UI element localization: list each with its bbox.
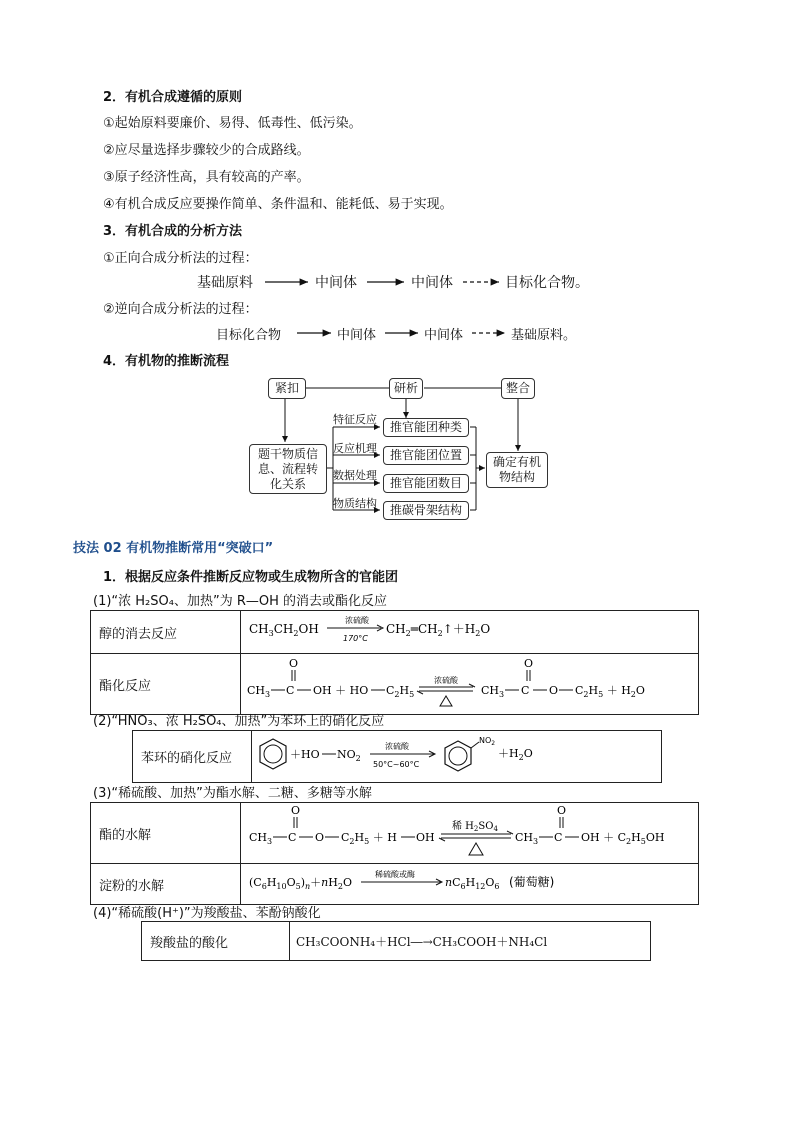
nitration-cond-bottom: 50°C~60°C (373, 760, 420, 769)
reverse-step-3: 中间体 (424, 328, 464, 343)
svg-text:C2H5: $C_2H_5$ (386, 684, 415, 699)
table-row (142, 922, 651, 961)
svg-text:O: O (315, 831, 325, 844)
table-row (91, 864, 699, 905)
flow-branch-label-3: 数据处理 (333, 469, 377, 482)
flow-node-carbon-skeleton: 推碳骨架结构 (383, 501, 469, 520)
table-acidification (141, 921, 651, 961)
table-row (133, 731, 662, 783)
ester-hydrolysis-equation (241, 803, 699, 864)
condition-3: (3)“稀硫酸、加热”为酯水解、二糖、多糖等水解 (93, 786, 372, 801)
svg-text:O: O (291, 804, 301, 817)
esterification-equation-drawing (241, 654, 696, 710)
svg-text:(C6H10O5)n＋nH2O: $(C_6H_{10}O_5)_n+nH_2O$ (249, 876, 352, 891)
svg-text:CH3: $CH_3$ (247, 684, 271, 699)
table-row (91, 803, 699, 864)
svg-text:C: C (288, 831, 297, 844)
svg-text:C: C (521, 684, 530, 697)
starch-cond: 稀硫酸或酶 (375, 870, 415, 879)
acidification-equation: CH₃COONH₄＋HCl―→CH₃COOH＋NH₄Cl (290, 922, 651, 961)
forward-arrows (0, 0, 794, 300)
alcohol-elimination-equation (241, 611, 699, 654)
alcohol-elimination-label: 醇的消去反应 (91, 611, 241, 654)
benzene-ring-icon (260, 739, 286, 769)
svg-text:CH3CH2OH: $CH_3CH_2OH$ (249, 622, 319, 638)
section2-item-2: ②应尽量选择步骤较少的合成路线。 (103, 143, 310, 158)
nitrobenzene-icon (445, 736, 495, 771)
nitration-cond-top: 浓硫酸 (385, 742, 409, 751)
svg-text:OH: OH (416, 831, 435, 844)
reverse-step-4: 基础原料。 (511, 328, 577, 343)
table-row (91, 611, 699, 654)
svg-text:CH3: $CH_3$ (249, 831, 273, 846)
table-nitration (132, 730, 662, 783)
nitration-equation (252, 731, 662, 783)
technique-heading: 技法 02 有机物推断常用“突破口” (73, 541, 274, 556)
esterification-equation (241, 654, 699, 715)
svg-text:O: O (289, 657, 299, 670)
svg-text:稀 H2SO4: 稀 $H_2SO_4$ (452, 821, 498, 833)
svg-text:O: O (524, 657, 534, 670)
flow-branch-label-2: 反应机理 (333, 442, 377, 455)
flow-node-yanxi: 研析 (389, 378, 423, 399)
svg-text:C2H5 ＋ H2O: $C_2H_5 + H_2O$ (575, 684, 645, 699)
elimination-equation-drawing (241, 611, 696, 649)
svg-text:OH ＋ C2H5OH: OH ＋ $C_2H_5OH$ (581, 831, 665, 846)
section2-item-4: ④有机合成反应要操作简单、条件温和、能耗低、易于实现。 (103, 197, 453, 212)
reverse-arrows (0, 300, 794, 350)
glucose-name: (葡萄糖) (509, 875, 555, 889)
flow-node-fg-type: 推官能团种类 (383, 418, 469, 437)
elim-cond-top: 浓硫酸 (345, 616, 369, 625)
condition-2: (2)“HNO₃、浓 H₂SO₄、加热”为苯环上的硝化反应 (93, 714, 385, 729)
svg-text:NO2: $NO_2$ (479, 736, 496, 747)
svg-text:CH3: $CH_3$ (515, 831, 539, 846)
svg-text:O: O (557, 804, 567, 817)
svg-text:CH3: $CH_3$ (481, 684, 505, 699)
section4-heading: 4．有机物的推断流程 (103, 354, 230, 369)
flow-branch-label-4: 物质结构 (333, 497, 377, 510)
flow-node-determine-structure: 确定有机物结构 (486, 452, 548, 488)
starch-hydrolysis-equation (241, 864, 699, 905)
forward-step-2: 中间体 (315, 275, 357, 291)
esterification-label: 酯化反应 (91, 654, 241, 715)
section3-heading: 3．有机合成的分析方法 (103, 224, 243, 239)
reverse-step-1: 目标化合物 (216, 328, 282, 343)
ester-cond-top: 浓硫酸 (434, 676, 458, 685)
svg-text:C2H5 ＋ H: $C_2H_5 + H$ (341, 831, 397, 846)
ester-hydrolysis-drawing (241, 803, 696, 859)
reverse-analysis-label: ②逆向合成分析法的过程： (103, 302, 258, 317)
elim-cond-bottom: 170°C (343, 634, 368, 643)
svg-text:O: O (549, 684, 559, 697)
flow-node-zhenghe: 整合 (501, 378, 535, 399)
starch-hydrolysis-drawing (241, 864, 696, 900)
flow-node-fg-position: 推官能团位置 (383, 446, 469, 465)
flow-node-jinkou: 紧扣 (268, 378, 306, 399)
flow-node-fg-count: 推官能团数目 (383, 474, 469, 493)
section2-heading: 2．有机合成遵循的原则 (103, 90, 243, 105)
table-row (91, 654, 699, 715)
condition-4: (4)“稀硫酸(H⁺)”为羧酸盐、苯酚钠酸化 (93, 906, 321, 921)
table-dehydration-esterification (90, 610, 699, 715)
svg-text:＋H2O: $+H_2O$ (498, 747, 533, 762)
condition-1: (1)“浓 H₂SO₄、加热”为 R—OH 的消去或酯化反应 (93, 594, 388, 609)
nitration-label: 苯环的硝化反应 (133, 731, 252, 783)
ester-hydrolysis-label: 酯的水解 (91, 803, 241, 864)
table-hydrolysis (90, 802, 699, 905)
svg-text:C: C (286, 684, 295, 697)
forward-analysis-label: ①正向合成分析法的过程： (103, 251, 258, 266)
acidification-label: 羧酸盐的酸化 (142, 922, 290, 961)
flow-branch-label-1: 特征反应 (333, 413, 377, 426)
flow-node-source-info: 题干物质信息、流程转化关系 (249, 444, 327, 494)
nitration-equation-drawing (252, 731, 660, 778)
forward-step-1: 基础原料 (197, 275, 253, 291)
svg-text:NO2: $NO_2$ (337, 748, 361, 763)
starch-hydrolysis-label: 淀粉的水解 (91, 864, 241, 905)
svg-text:＋HO: ＋HO (290, 748, 320, 761)
svg-text:OH ＋ HO: OH ＋ HO (313, 684, 369, 697)
svg-text:CH2═CH2↑＋H2O: $CH_2═CH_2↑+H_2O$ (386, 622, 491, 638)
forward-step-4: 目标化合物。 (505, 275, 589, 291)
section2-item-1: ①起始原料要廉价、易得、低毒性、低污染。 (103, 116, 362, 131)
forward-step-3: 中间体 (411, 275, 453, 291)
reverse-step-2: 中间体 (337, 328, 377, 343)
section2-item-3: ③原子经济性高，具有较高的产率。 (103, 170, 310, 185)
svg-text:C: C (554, 831, 563, 844)
technique-sub1: 1．根据反应条件推断反应物或生成物所含的官能团 (103, 570, 399, 585)
svg-text:nC6H12O6: $nC_6H_{12}O_6$ (445, 876, 500, 891)
